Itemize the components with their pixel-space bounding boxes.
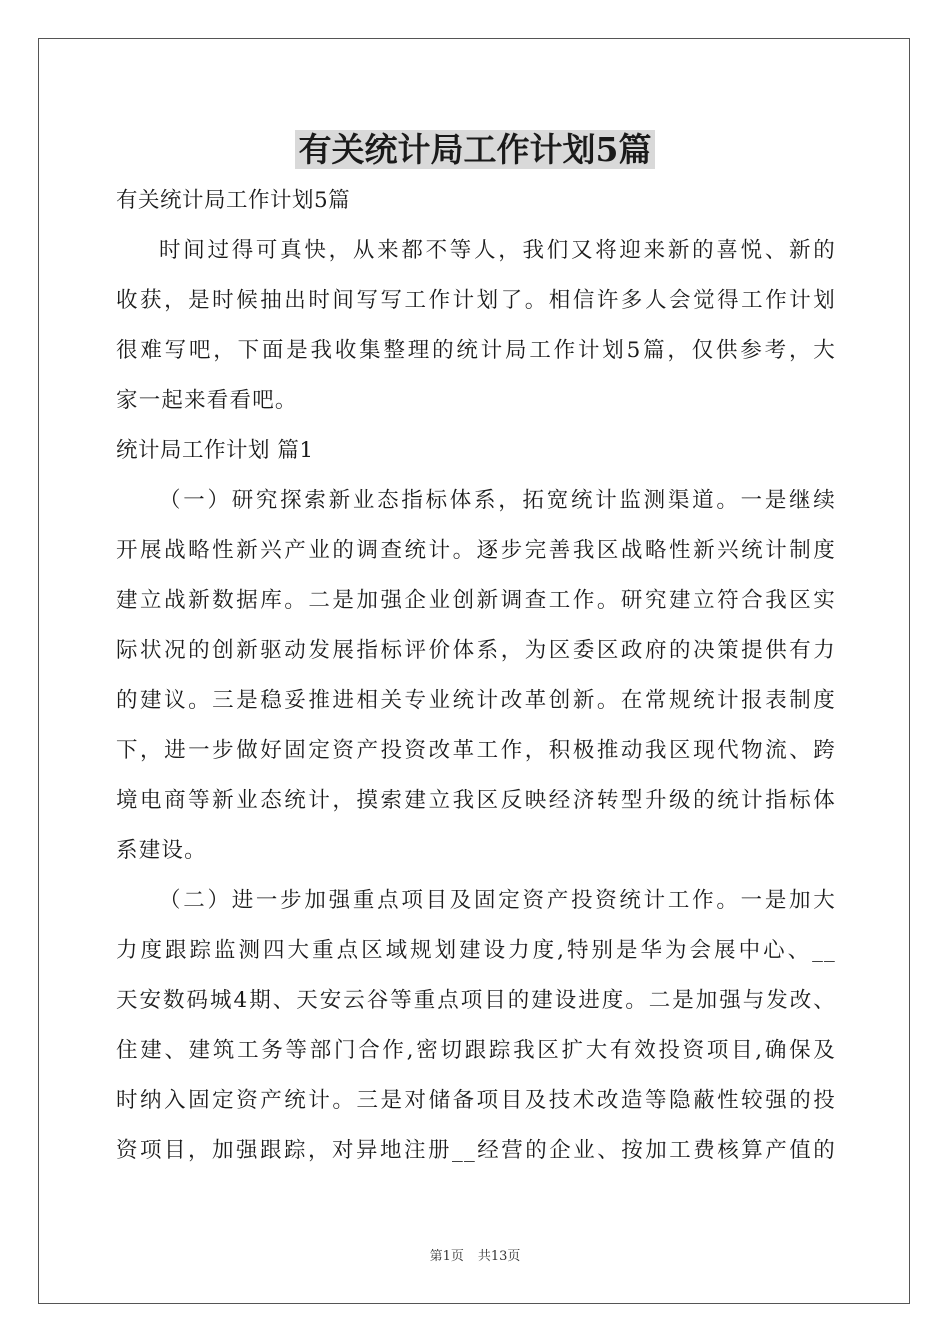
paragraph-line: 资项目，加强跟踪，对异地注册__经营的企业、按加工费核算产值的	[116, 1138, 836, 1163]
page-total: 共13页	[477, 1249, 521, 1264]
paragraph-line: 时纳入固定资产统计。三是对储备项目及技术改造等隐蔽性较强的投	[116, 1088, 836, 1113]
paragraph-line: 系建设。	[116, 838, 207, 863]
section-heading: 统计局工作计划 篇1	[116, 438, 314, 463]
paragraph-line: 的建议。三是稳妥推进相关专业统计改革创新。在常规统计报表制度	[116, 688, 836, 713]
intro-paragraph	[116, 226, 836, 426]
paragraph-line: 时间过得可真快，从来都不等人，我们又将迎来新的喜悦、新的	[159, 238, 836, 263]
paragraph-line: 力度跟踪监测四大重点区域规划建设力度,特别是华为会展中心、__	[116, 938, 836, 963]
paragraph-line: 天安数码城4期、天安云谷等重点项目的建设进度。二是加强与发改、	[116, 988, 836, 1013]
paragraph-line: 下，进一步做好固定资产投资改革工作，积极推动我区现代物流、跨	[116, 738, 836, 763]
paragraph-line: （一）研究探索新业态指标体系，拓宽统计监测渠道。一是继续	[159, 488, 836, 513]
document-title-text: 有关统计局工作计划5篇	[295, 130, 656, 169]
document-title	[0, 124, 950, 176]
page-number: 第1页	[429, 1249, 464, 1264]
paragraph-one	[116, 476, 836, 876]
paragraph-line: 住建、建筑工务等部门合作,密切跟踪我区扩大有效投资项目,确保及	[116, 1038, 836, 1063]
document-body	[116, 176, 836, 1176]
page-footer	[0, 1248, 950, 1266]
paragraph-line: 很难写吧，下面是我收集整理的统计局工作计划5篇，仅供参考，大	[116, 338, 836, 363]
paragraph-line: 家一起来看看吧。	[116, 388, 298, 413]
paragraph-line: 际状况的创新驱动发展指标评价体系，为区委区政府的决策提供有力	[116, 638, 836, 663]
paragraph-two	[116, 876, 836, 1176]
paragraph-line: 收获，是时候抽出时间写写工作计划了。相信许多人会觉得工作计划	[116, 288, 836, 313]
paragraph-line: 境电商等新业态统计，摸索建立我区反映经济转型升级的统计指标体	[116, 788, 836, 813]
paragraph-line: 开展战略性新兴产业的调查统计。逐步完善我区战略性新兴统计制度	[116, 538, 836, 563]
paragraph-line: 建立战新数据库。二是加强企业创新调查工作。研究建立符合我区实	[116, 588, 836, 613]
document-subtitle: 有关统计局工作计划5篇	[116, 188, 351, 213]
paragraph-line: （二）进一步加强重点项目及固定资产投资统计工作。一是加大	[159, 888, 836, 913]
